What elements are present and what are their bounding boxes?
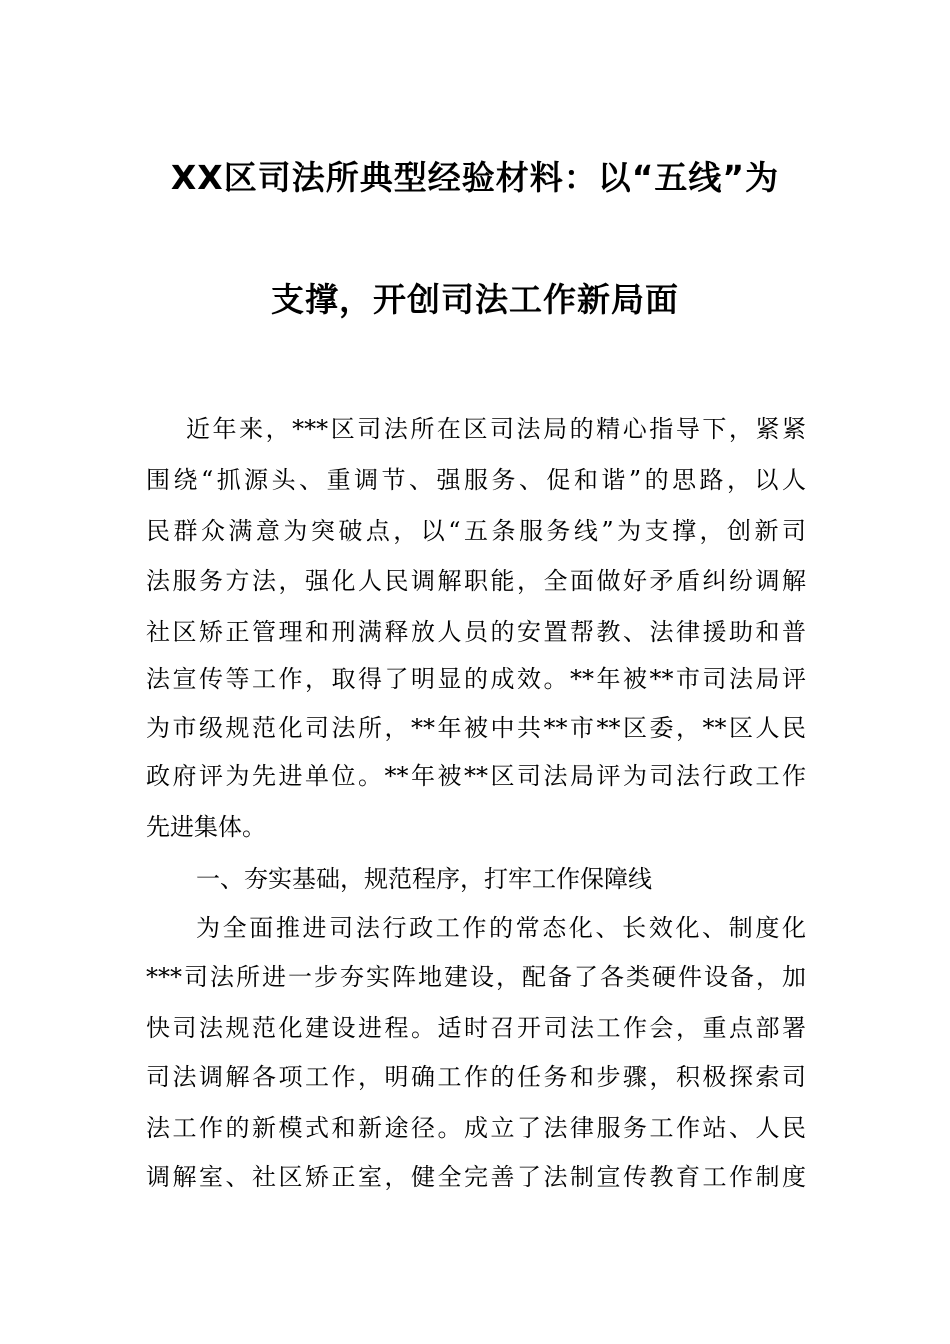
document-title-line-2: 支撑，开创司法工作新局面: [271, 280, 679, 319]
paragraph-line: 快司法规范化建设进程。适时召开司法工作会，重点部署: [146, 1014, 806, 1042]
paragraph-line: 司法调解各项工作，明确工作的任务和步骤，积极探索司: [146, 1063, 806, 1091]
paragraph-line: 为全面推进司法行政工作的常态化、长效化、制度化: [196, 914, 806, 942]
section-heading: 一、夯实基础，规范程序，打牢工作保障线: [196, 865, 652, 893]
paragraph-line: 近年来，***区司法所在区司法局的精心指导下，紧紧: [186, 415, 806, 443]
paragraph-line: 调解室、社区矫正室，健全完善了法制宣传教育工作制度: [146, 1163, 806, 1191]
paragraph-line: ***司法所进一步夯实阵地建设，配备了各类硬件设备，加: [146, 963, 806, 991]
paragraph-line: 法宣传等工作，取得了明显的成效。**年被**市司法局评: [146, 665, 806, 693]
document-title-line-1: XX区司法所典型经验材料：以“五线”为: [170, 158, 780, 197]
paragraph-line: 社区矫正管理和刑满释放人员的安置帮教、法律援助和普: [146, 618, 806, 646]
paragraph-line: 先进集体。: [146, 813, 266, 841]
paragraph-line: 法工作的新模式和新途径。成立了法律服务工作站、人民: [146, 1114, 806, 1142]
paragraph-line: 为市级规范化司法所，**年被中共**市**区委，**区人民: [146, 714, 806, 742]
paragraph-line: 围绕“抓源头、重调节、强服务、促和谐”的思路，以人: [146, 466, 806, 494]
paragraph-line: 民群众满意为突破点，以“五条服务线”为支撑，创新司: [146, 517, 806, 545]
paragraph-line: 政府评为先进单位。**年被**区司法局评为司法行政工作: [146, 762, 806, 790]
paragraph-line: 法服务方法，强化人民调解职能，全面做好矛盾纠纷调解: [146, 567, 806, 595]
